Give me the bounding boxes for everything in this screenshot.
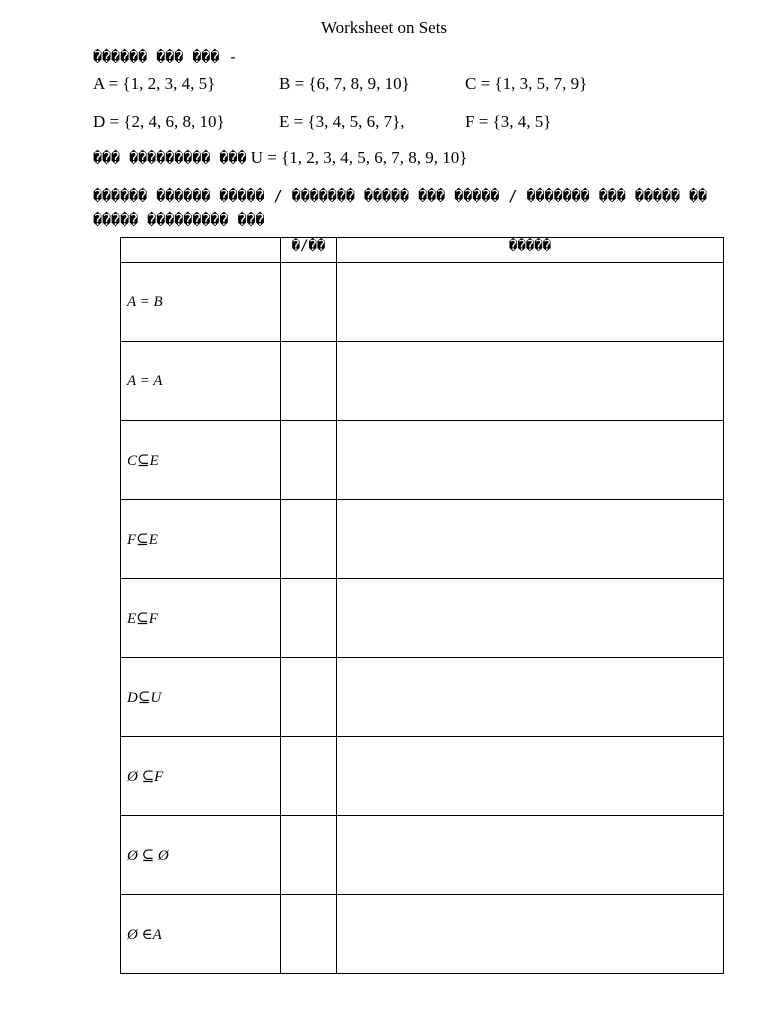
true-false-cell[interactable] [281, 658, 337, 737]
header-reason: ����� [337, 238, 724, 263]
instructions-text: ������ ������ ����� / ������� ����� ��� ����� / ������� ��� ����� �� ����� ��������� ��� [93, 187, 708, 229]
set-c-definition: C = {1, 3, 5, 7, 9} [465, 74, 588, 93]
table-row [121, 500, 724, 579]
universal-set-definition: U = {1, 2, 3, 4, 5, 6, 7, 8, 9, 10} [250, 148, 468, 167]
reason-cell[interactable] [337, 263, 724, 342]
statement-cell: E⊆F [121, 579, 281, 658]
statement-cell: D⊆U [121, 658, 281, 737]
set-e-definition: E = {3, 4, 5, 6, 7}, [279, 112, 405, 131]
header-statement [121, 238, 281, 263]
table-header-row [121, 238, 724, 263]
true-false-cell[interactable] [281, 263, 337, 342]
reason-cell[interactable] [337, 421, 724, 500]
universal-set-line [93, 148, 467, 168]
true-false-cell[interactable] [281, 737, 337, 816]
table-row [121, 895, 724, 974]
statement-cell: C⊆E [121, 421, 281, 500]
reason-cell[interactable] [337, 500, 724, 579]
intro-text: ������ ��� ��� - [93, 48, 238, 66]
table-row [121, 737, 724, 816]
statement-cell: A = A [121, 342, 281, 421]
reason-cell[interactable] [337, 579, 724, 658]
table-row [121, 342, 724, 421]
set-d-definition: D = {2, 4, 6, 8, 10} [93, 112, 225, 131]
statement-cell: F⊆E [121, 500, 281, 579]
true-false-cell[interactable] [281, 421, 337, 500]
answer-table [120, 237, 724, 974]
worksheet-title: Worksheet on Sets [320, 18, 448, 37]
statement-cell: Ø ∈A [121, 895, 281, 974]
statement-cell: Ø ⊆F [121, 737, 281, 816]
set-f-definition: F = {3, 4, 5} [465, 112, 552, 131]
reason-cell[interactable] [337, 658, 724, 737]
table-row [121, 658, 724, 737]
statement-cell: Ø ⊆ Ø [121, 816, 281, 895]
reason-cell[interactable] [337, 895, 724, 974]
true-false-cell[interactable] [281, 500, 337, 579]
table-row [121, 579, 724, 658]
table-row [121, 816, 724, 895]
table-row [121, 263, 724, 342]
true-false-cell[interactable] [281, 816, 337, 895]
reason-cell[interactable] [337, 737, 724, 816]
statement-cell: A = B [121, 263, 281, 342]
header-true-false: �/�� [281, 238, 337, 263]
set-a-definition: A = {1, 2, 3, 4, 5} [93, 74, 216, 93]
reason-cell[interactable] [337, 816, 724, 895]
true-false-cell[interactable] [281, 342, 337, 421]
table-row [121, 421, 724, 500]
universal-set-prefix: ��� ��������� ��� [93, 149, 247, 167]
set-b-definition: B = {6, 7, 8, 9, 10} [279, 74, 410, 93]
true-false-cell[interactable] [281, 895, 337, 974]
true-false-cell[interactable] [281, 579, 337, 658]
reason-cell[interactable] [337, 342, 724, 421]
